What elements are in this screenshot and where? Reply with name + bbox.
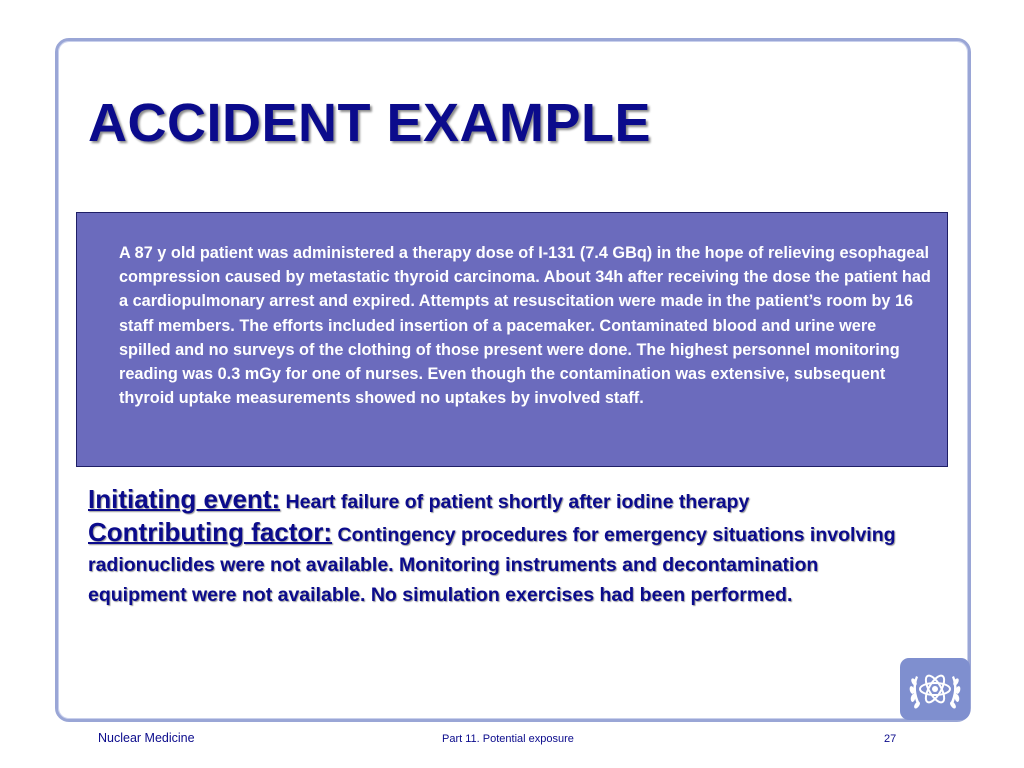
initiating-event-label: Initiating event: — [88, 484, 281, 514]
footer-page-number: 27 — [884, 733, 897, 745]
contributing-factor — [88, 517, 918, 610]
contributing-factor-text: Contingency procedures for emergency situations involving radionuclides were not available. Monitoring instruments and decontamination equipment were not available. No simulation exercises had been performed. — [88, 524, 896, 606]
initiating-event — [88, 484, 918, 517]
contributing-factor-label: Contributing factor: — [88, 517, 333, 547]
footer-course-name: Nuclear Medicine — [98, 731, 195, 745]
case-description-box — [76, 212, 948, 467]
footer-section-name: Part 11. Potential exposure — [442, 733, 574, 745]
atom-laurel-emblem-icon — [900, 658, 970, 720]
atom-emblem-graphic — [906, 662, 964, 716]
initiating-event-text: Heart failure of patient shortly after iodine therapy — [285, 491, 750, 513]
case-description-text: A 87 y old patient was administered a therapy dose of I-131 (7.4 GBq) in the hope of relieving esophageal compression caused by metastatic thyroid carcinoma. About 34h after receiving the dose the patient had a cardiopulmonary arrest and expired. Attempts at resuscitation were made in the patient’s room by 16 staff members. The efforts included insertion of a pacemaker. Contaminated blood and urine were spilled and no surveys of the clothing of those present were done. The highest personnel monitoring reading was 0.3 mGy for one of nurses. Even though the contamination was extensive, subsequent thyroid uptake measurements showed no uptakes by involved staff. — [119, 244, 931, 408]
slide-title: ACCIDENT EXAMPLE — [88, 93, 652, 153]
findings-section — [88, 484, 918, 610]
